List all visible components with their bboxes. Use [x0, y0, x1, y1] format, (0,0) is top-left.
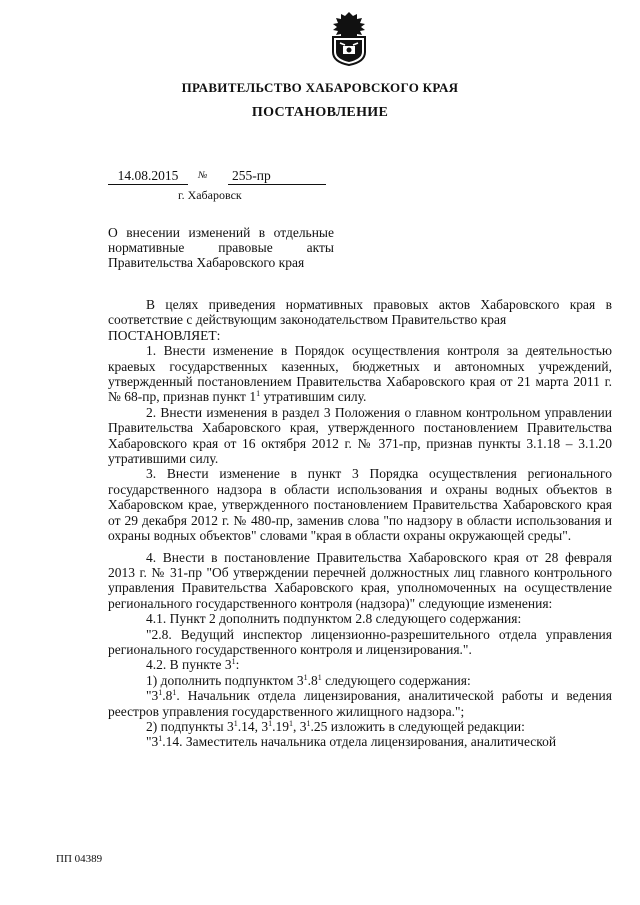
document-date: 14.08.2015 — [108, 168, 188, 185]
document-body — [108, 297, 612, 750]
paragraph-intro: В целях приведения нормативных правовых актов Хабаровского края в соответствие с действующим законодательством Правительство края — [108, 297, 612, 328]
document-meta — [108, 168, 348, 208]
paragraph-3: 3. Внести изменение в пункт 3 Порядка осуществления регионального государственного надзора в области использования и охраны водных объектов в Хабаровском крае, утвержденного постановлением Правительства Хабаровского края от 29 декабря 2012 г. № 480-пр, заменив слова "по надзору в области использования и охраны водных объектов" словами "края в области охраны окружающей среды". — [108, 466, 612, 544]
subitem-1-quote: "$3^1.8^1$. Начальник отдела лицензирования, аналитической работы и ведения реестров управления государственного жилищного надзора."; — [108, 688, 612, 719]
paragraph-2: 2. Внести изменения в раздел 3 Положения о главном контрольном управлении Правительства Хабаровского края, утвержденного постановлением Правительства Хабаровского края от 16 октября 2012 г. № 371-пр, признав пункты 3.1.18 – 3.1.20 утратившими силу. — [108, 404, 612, 467]
paragraph-4-1-quote: "2.8. Ведущий инспектор лицензионно-разрешительного отдела управления регионального государственного контроля и лицензирования.". — [108, 626, 612, 657]
document-subject: О внесении изменений в отдельные нормативные правовые акты Правительства Хабаровского края — [108, 225, 334, 270]
subitem-2: 2) подпункты $3^1.14$, $3^1.19^1$, $3^1.25$ изложить в следующей редакции: — [146, 718, 525, 734]
subitem-1: 1) дополнить подпунктом $3^1.8^1$ следующего содержания: — [146, 672, 471, 688]
coat-of-arms-icon — [327, 10, 371, 66]
government-title: ПРАВИТЕЛЬСТВО ХАБАРОВСКОГО КРАЯ — [181, 80, 459, 95]
paragraph-4-1: 4.1. Пункт 2 дополнить подпунктом 2.8 следующего содержания: — [146, 611, 522, 627]
paragraph-decree: ПОСТАНОВЛЯЕТ: — [108, 327, 221, 343]
paragraph-4-2: 4.2. В пункте $3^1$: — [146, 657, 240, 673]
document-code: ПП 04389 — [56, 853, 103, 865]
document-type: ПОСТАНОВЛЕНИЕ — [251, 105, 389, 120]
subitem-2-quote: "$3^1.14$. Заместитель начальника отдела лицензирования, аналитической — [146, 734, 557, 750]
number-sign: № — [198, 170, 208, 181]
document-city: г. Хабаровск — [178, 188, 242, 202]
document-number: 255-пр — [228, 168, 326, 185]
paragraph-4: 4. Внести в постановление Правительства Хабаровского края от 28 февраля 2013 г. № 31-пр "Об утверждении перечней должностных лиц главного контрольного управления Правительства Хабаровского края, уполномоченных на осуществление регионального государственного контроля (надзора)" следующие изменения: — [108, 549, 612, 611]
paragraph-1: 1. Внести изменение в Порядок осуществления контроля за деятельностью краевых государственных казенных, бюджетных и автономных учреждений, утвержденный постановлением Правительства Хабаровского края от 21 марта 2011 г. № 68-пр, признав пункт $1^1$ утратившим силу. — [108, 343, 612, 405]
